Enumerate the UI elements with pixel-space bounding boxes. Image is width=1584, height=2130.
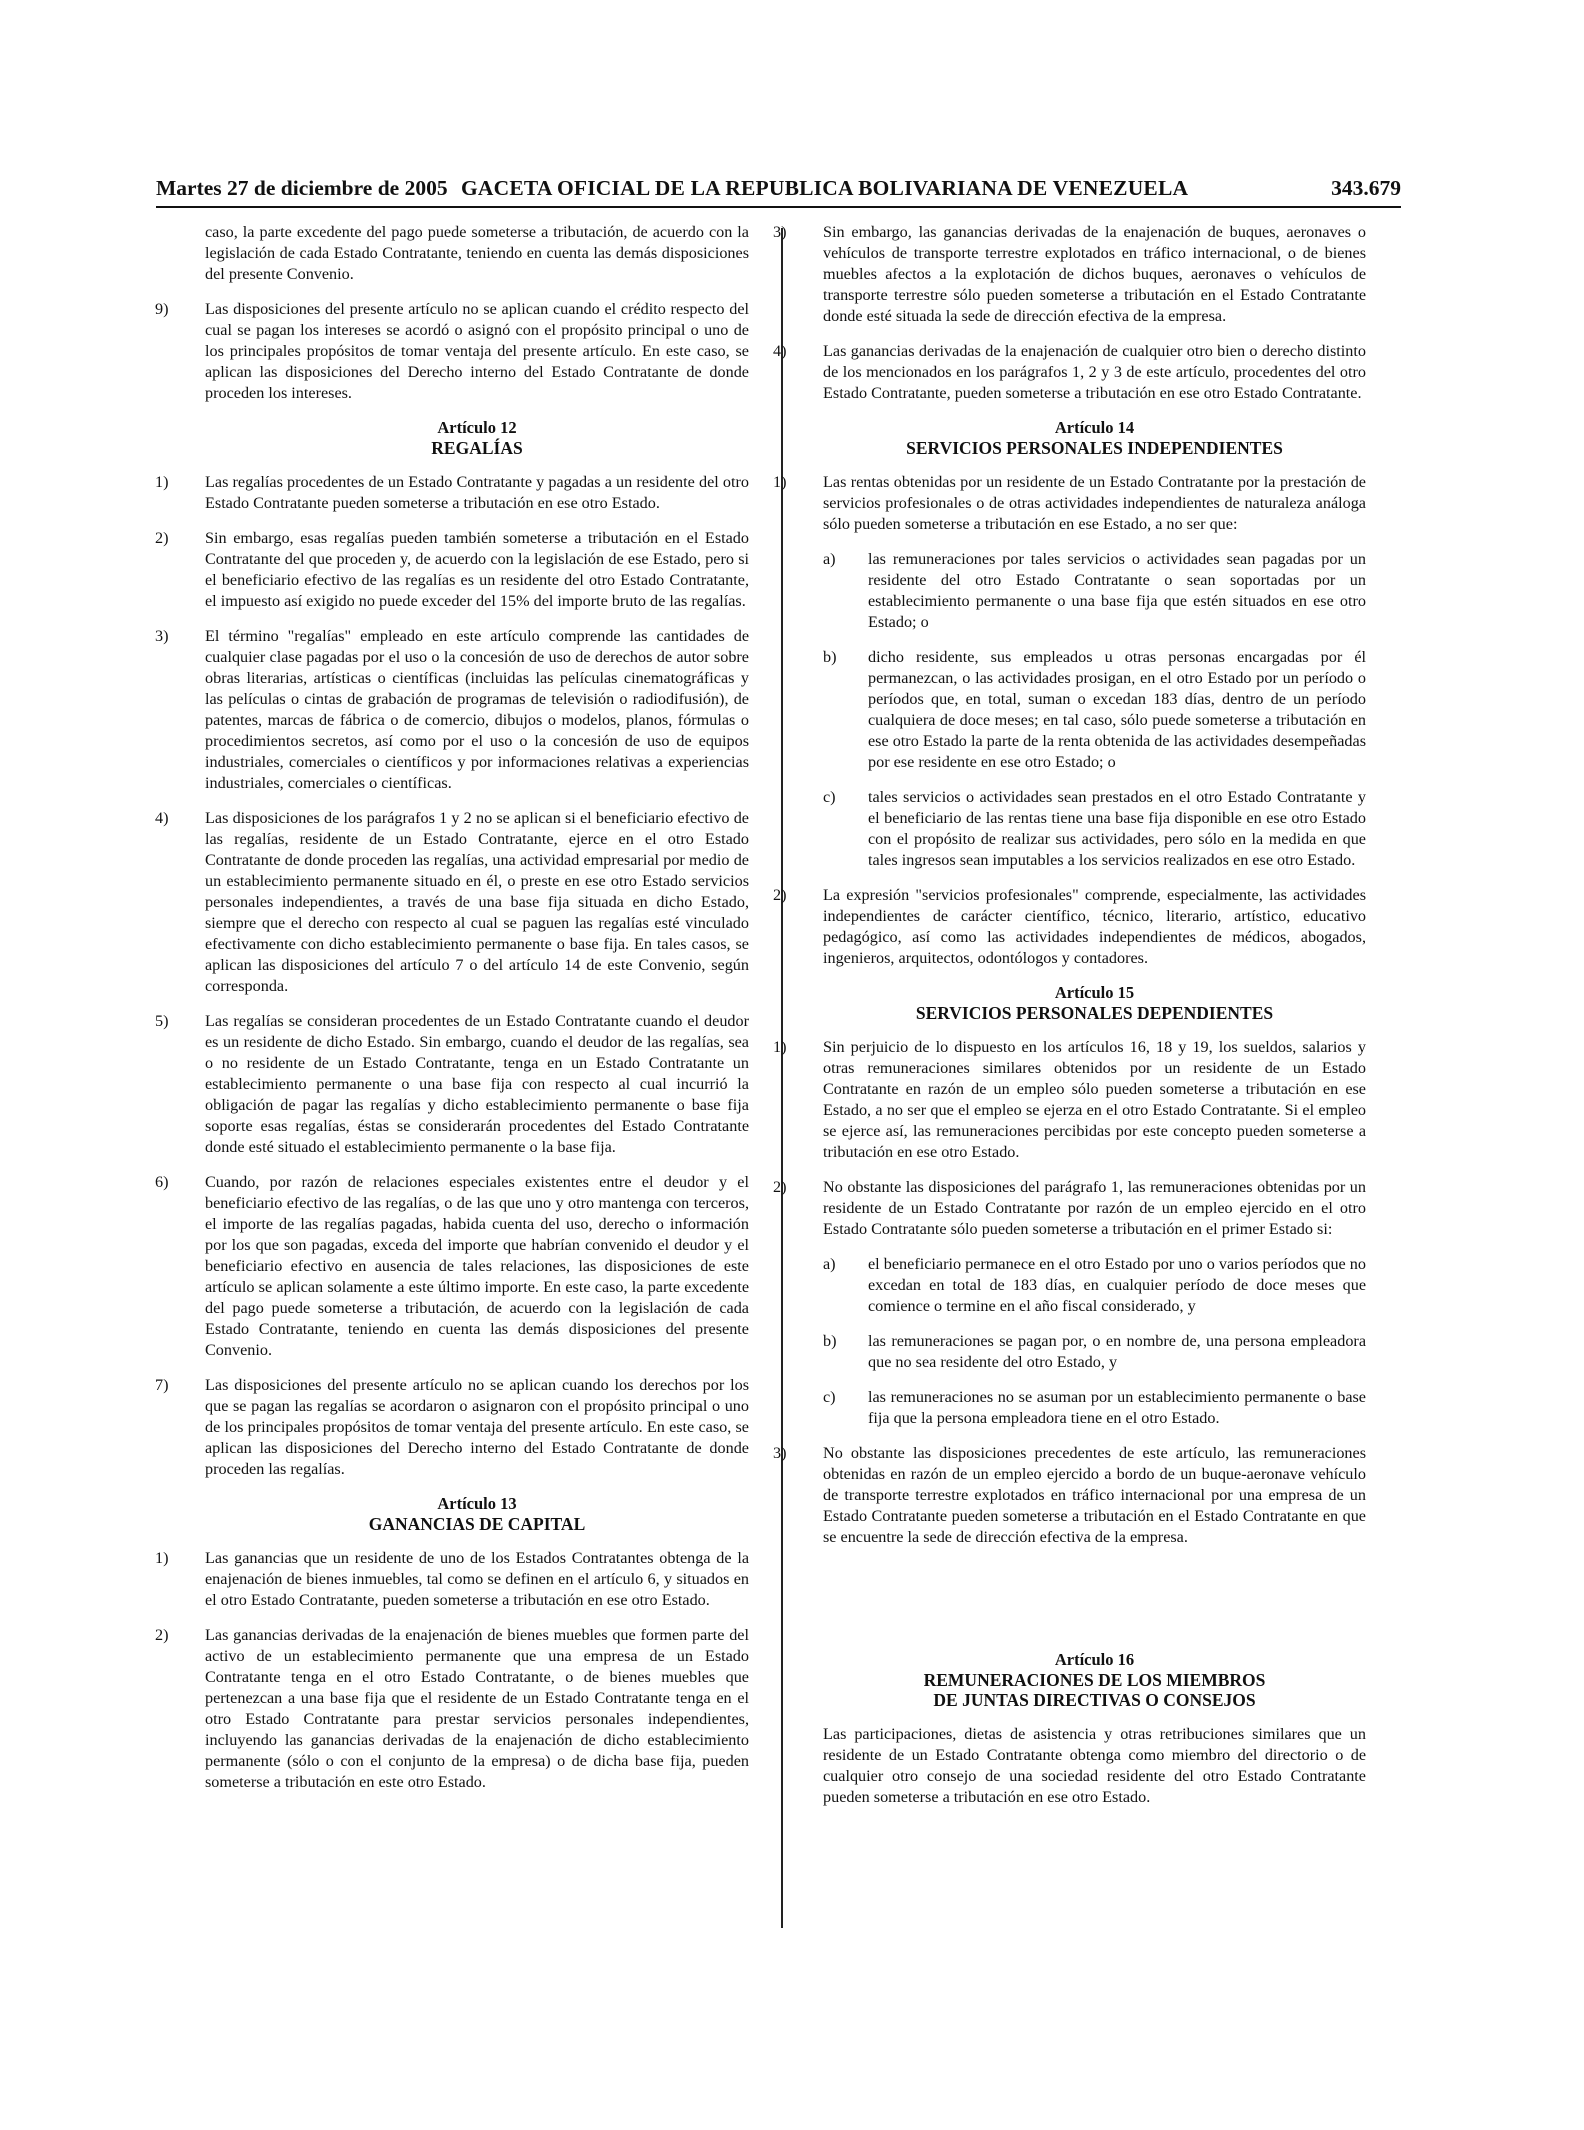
paragraph-text: Las disposiciones del presente artículo no se aplican cuando el crédito respecto del cual se pagan los intereses se acordó o asignó con el propósito principal o uno de los principales propósitos de tomar ventaja del presente artículo. En este caso, se aplican las disposiciones del Derecho interno del Estado Contratante de donde proceden los intereses. [205, 300, 749, 402]
a12-paragraph-5: 5) Las regalías se consideran procedentes de un Estado Contratante cuando el deudor es un residente de dicho Estado. Sin embargo, cuando el deudor de las regalías, sea o no residente de un Estado Contratante, tenga en un Estado Contratante un establecimiento permanente o una base fija con respecto al cual incurrió la obligación de pagar las regalías y dicho establecimiento permanente o base fija soporte esas regalías, éstas se considerarán procedentes del Estado Contratante donde esté situado el establecimiento permanente o la base fija. [155, 1012, 749, 1156]
a13-paragraph-3: 3) Sin embargo, las ganancias derivadas de la enajenación de buques, aeronaves o vehículos de transporte terrestre explotados en tráfico internacional, o de bienes muebles afectos a la explotación de dichos buques, aeronaves o vehículos de transporte terrestre sólo pueden someterse a tributación en el Estado Contratante donde esté situada la sede de dirección efectiva de la empresa. [773, 223, 1366, 325]
a15-sub-b: b) las remuneraciones se pagan por, o en nombre de, una persona empleadora que no sea residente del otro Estado, y [823, 1332, 1366, 1371]
article-16-heading [823, 1650, 1366, 1710]
article-title-line-1: REMUNERACIONES DE LOS MIEMBROS [923, 1670, 1266, 1690]
a14-sub-c: c) tales servicios o actividades sean prestados en el otro Estado Contratante y el beneficiario de las rentas tiene una base fija disponible en ese otro Estado con el propósito de realizar sus actividades, pero sólo en la medida en que tales ingresos sean imputables a los servicios realizados en ese otro Estado. [823, 788, 1366, 869]
a14-sub-a: a) las remuneraciones por tales servicios o actividades sean pagadas por un residente del otro Estado Contratante o sean soportadas por un establecimiento permanente o una base fija que estén situados en ese otro Estado; o [823, 550, 1366, 631]
paragraph-number: 9) [155, 300, 169, 318]
a14-paragraph-1: 1) Las rentas obtenidas por un residente de un Estado Contratante por la prestación de servicios profesionales o de otras actividades independientes de naturaleza análoga sólo pueden someterse a tributación en ese Estado, a no ser que: [773, 473, 1366, 533]
a12-paragraph-2: 2) Sin embargo, esas regalías pueden también someterse a tributación en el Estado Contratante del que proceden y, de acuerdo con la legislación de ese Estado, pero si el beneficiario efectivo de las regalías es un residente del otro Estado Contratante, el impuesto así exigido no puede exceder del 15% del importe bruto de las regalías. [155, 529, 749, 610]
article-12-heading [205, 418, 749, 458]
article-title-line-2: DE JUNTAS DIRECTIVAS O CONSEJOS [933, 1690, 1256, 1710]
article-number: Artículo 14 [1054, 418, 1135, 437]
article-title: GANANCIAS DE CAPITAL [368, 1514, 586, 1534]
header-date: Martes 27 de diciembre de 2005 [156, 176, 448, 200]
paragraph-9 [155, 299, 749, 404]
continuation-paragraph: caso, la parte excedente del pago puede someterse a tributación, de acuerdo con la legislación de cada Estado Contratante, teniendo en cuenta las demás disposiciones del presente Convenio. [205, 223, 749, 283]
article-title: SERVICIOS PERSONALES DEPENDIENTES [915, 1003, 1274, 1023]
article-13-heading [205, 1494, 749, 1534]
article-title: SERVICIOS PERSONALES INDEPENDIENTES [906, 438, 1283, 458]
a13-paragraph-4: 4) Las ganancias derivadas de la enajenación de cualquier otro bien o derecho distinto de los mencionados en los parágrafos 1, 2 y 3 de este artículo, procedentes del otro Estado Contratante, pueden someterse a tributación en ese otro Estado Contratante. [773, 342, 1366, 402]
a15-sub-c: c) las remuneraciones no se asuman por un establecimiento permanente o base fija que la persona empleadora tiene en el otro Estado. [823, 1388, 1366, 1427]
a16-paragraph: Las participaciones, dietas de asistencia y otras retribuciones similares que un residente de un Estado Contratante obtenga como miembro del directorio o de cualquier otro consejo de una sociedad residente del otro Estado Contratante pueden someterse a tributación en ese otro Estado. [823, 1725, 1366, 1806]
a15-paragraph-3: 3) No obstante las disposiciones precedentes de este artículo, las remuneraciones obtenidas en razón de un empleo ejercido a bordo de un buque-aeronave vehículo de transporte terrestre explotados en tráfico internacional por una empresa de un Estado Contratante pueden someterse a tributación en el Estado Contratante en que se encuentre la sede de dirección efectiva de la empresa. [773, 1444, 1366, 1546]
article-number: Artículo 16 [1054, 1650, 1135, 1669]
left-column [155, 222, 749, 1807]
page-header [156, 176, 1401, 208]
article-number: Artículo 13 [437, 1494, 517, 1513]
a12-paragraph-6: 6) Cuando, por razón de relaciones especiales existentes entre el deudor y el beneficiario efectivo de las regalías, o de las que uno y otro mantenga con terceros, el importe de las regalías pagadas, habida cuenta del uso, derecho o información por los que son pagadas, exceda del importe que habrían convenido el deudor y el beneficiario efectivo en ausencia de tales relaciones, las disposiciones de este artículo se aplican solamente a este último importe. En este caso, la parte excedente del pago puede someterse a tributación, de acuerdo con la legislación de cada Estado Contratante, teniendo en cuenta las demás disposiciones del presente Convenio. [155, 1173, 749, 1359]
article-number: Artículo 12 [437, 418, 517, 437]
a15-paragraph-1: 1) Sin perjuicio de lo dispuesto en los artículos 16, 18 y 19, los sueldos, salarios y otras remuneraciones similares obtenidos por un residente de un Estado Contratante en razón de un empleo sólo pueden someterse a tributación en ese Estado, a no ser que el empleo se ejerza en el otro Estado Contratante. Si el empleo se ejerce así, las remuneraciones percibidas por este concepto pueden someterse a tributación en ese otro Estado. [773, 1038, 1366, 1161]
header-title: GACETA OFICIAL DE LA REPUBLICA BOLIVARIANA DE VENEZUELA [461, 176, 1189, 200]
blank-space [823, 1562, 1366, 1642]
a12-paragraph-1: 1) Las regalías procedentes de un Estado Contratante y pagadas a un residente del otro Estado Contratante pueden someterse a tributación en ese otro Estado. [155, 473, 749, 512]
a15-paragraph-2: 2) No obstante las disposiciones del parágrafo 1, las remuneraciones obtenidas por un residente de un Estado Contratante por razón de un empleo ejercido en el otro Estado Contratante sólo pueden someterse a tributación en el primer Estado si: [773, 1178, 1366, 1238]
article-14-heading [823, 418, 1366, 458]
a12-paragraph-3: 3) El término "regalías" empleado en este artículo comprende las cantidades de cualquier clase pagadas por el uso o la concesión de uso de derechos de autor sobre obras literarias, artísticas o científicas (incluidas las películas cinematográficas y las películas o cintas de grabación de programas de televisión o radiodifusión), de patentes, marcas de fábrica o de comercio, dibujos o modelos, planos, fórmulas o procedimientos secretos, así como por el uso o la concesión de uso de equipos industriales, comerciales o científicos y por informaciones relativas a experiencias industriales, comerciales o científicas. [155, 627, 749, 792]
a14-paragraph-2: 2) La expresión "servicios profesionales" comprende, especialmente, las actividades independientes de carácter científico, técnico, literario, artístico, educativo pedagógico, así como las actividades independientes de médicos, abogados, ingenieros, arquitectos, odontólogos y contadores. [773, 886, 1366, 967]
a12-paragraph-7: 7) Las disposiciones del presente artículo no se aplican cuando los derechos por los que se pagan las regalías se acordaron o asignaron con el propósito principal o uno de los principales propósitos de tomar ventaja del presente artículo. En este caso, se aplican las disposiciones del Derecho interno del Estado Contratante de donde proceden las regalías. [155, 1376, 749, 1478]
right-column [773, 222, 1367, 1822]
article-number: Artículo 15 [1054, 983, 1135, 1002]
a13-paragraph-1: 1) Las ganancias que un residente de uno de los Estados Contratantes obtenga de la enajenación de bienes inmuebles, tal como se definen en el artículo 6, y situados en el otro Estado Contratante, pueden someterse a tributación en ese otro Estado. [155, 1549, 749, 1609]
a14-sub-b: b) dicho residente, sus empleados u otras personas encargadas por él permanezcan, o las actividades prosigan, en el otro Estado por un período o períodos que, en total, suman o excedan 183 días, dentro de un período cualquiera de doce meses; en tal caso, sólo puede someterse a tributación en ese otro Estado la parte de la renta obtenida de las actividades desempeñadas por ese residente en ese otro Estado; o [823, 648, 1367, 771]
a12-paragraph-4: 4) Las disposiciones de los parágrafos 1 y 2 no se aplican si el beneficiario efectivo de las regalías, residente de un Estado Contratante, ejerce en el otro Estado Contratante de donde proceden las regalías, una actividad empresarial por medio de un establecimiento permanente situado en él, o preste en ese otro Estado servicios personales independientes, a través de una base fija situada en dicho Estado, siempre que el derecho con respecto al cual se paguen las regalías esté vinculado efectivamente con dicho establecimiento permanente o base fija. En tales casos, se aplican las disposiciones del artículo 7 o del artículo 14 de este Convenio, según corresponda. [155, 809, 749, 995]
article-15-heading [823, 983, 1366, 1023]
page-number: 343.679 [1331, 176, 1401, 200]
article-title: REGALÍAS [431, 438, 523, 458]
a15-sub-a: a) el beneficiario permanece en el otro Estado por uno o varios períodos que no excedan en total de 183 días, en cualquier período de doce meses que comience o termine en el año fiscal considerado, y [823, 1255, 1366, 1315]
a13-paragraph-2: 2) Las ganancias derivadas de la enajenación de bienes muebles que formen parte del activo de un establecimiento permanente que una empresa de un Estado Contratante tenga en el otro Estado Contratante, o de bienes muebles que pertenezcan a una base fija que el residente de un Estado Contratante tenga en el otro Estado Contratante para prestar servicios personales independientes, incluyendo las ganancias derivadas de la enajenación de dicho establecimiento permanente (sólo o con el conjunto de la empresa) o de dicha base fija, pueden someterse a tributación en este otro Estado. [155, 1626, 749, 1791]
